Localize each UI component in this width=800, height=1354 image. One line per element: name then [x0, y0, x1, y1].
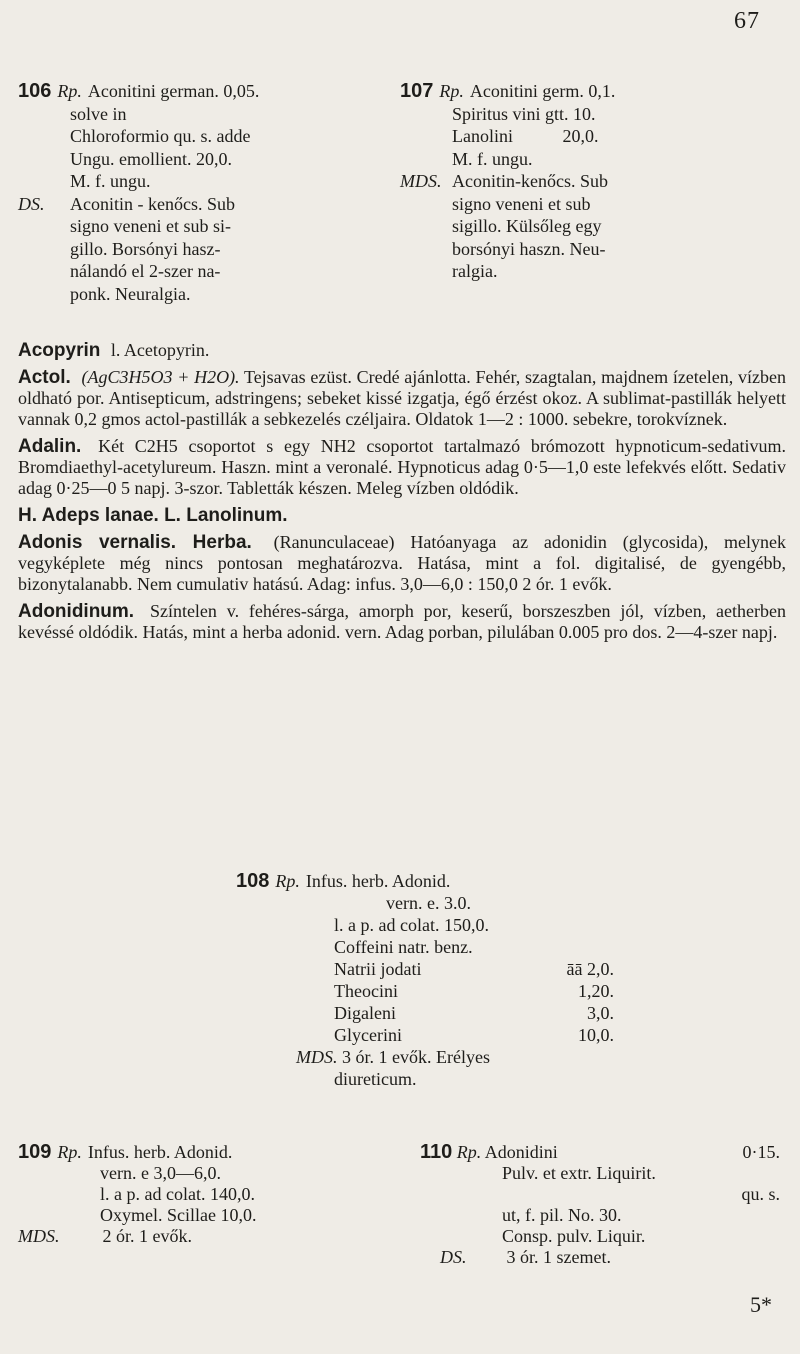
entry-heading: Adalin. — [18, 436, 82, 457]
prescription-amount: 0·15. — [742, 1142, 780, 1162]
ds-line: 2 ór. 1 evők. — [102, 1226, 192, 1246]
prescription-line: Spiritus vini gtt. 10. — [452, 103, 596, 124]
rp-label: Rp. — [57, 1142, 82, 1162]
rp-label: Rp. — [439, 81, 464, 101]
prescription-109 — [18, 1142, 378, 1247]
ds-line: ralgia. — [452, 261, 498, 281]
prescription-line: Consp. pulv. Liquir. — [502, 1226, 646, 1246]
ingredient-row: Digaleni 3,0. — [334, 1003, 614, 1023]
prescription-110 — [420, 1142, 790, 1268]
ingredient-row: Coffeini natr. benz. — [334, 937, 473, 957]
ds-label: MDS. — [296, 1047, 338, 1067]
entry-text: Két C2H5 csoportot s egy NH2 csoportot tartalmazó brómozott hypnoticum-sedativum. Bromdiaethyl-acetylureum. Haszn. mint a veronalé. Hypnoticus adag 0·5—1,0 este lefekvés előtt. Sedativ adag 0·25—0 5 napj. 3-szor. Tabletták készen. Meleg vízben oldódik. — [18, 436, 786, 498]
prescription-line: M. f. ungu. — [452, 148, 533, 169]
ds-line: diureticum. — [334, 1069, 417, 1089]
entry-acopyrin — [18, 340, 786, 361]
ds-label: DS. — [440, 1247, 467, 1267]
ds-line: 3 ór. 1 evők. Erélyes — [342, 1047, 490, 1067]
ds-line: gillo. Borsónyi hasz- — [70, 238, 221, 259]
ds-line: sigillo. Külsőleg egy — [452, 216, 602, 236]
ds-line: nálandó el 2-szer na- — [70, 261, 221, 281]
prescription-number: 106 — [18, 80, 52, 102]
prescription-108 — [236, 870, 656, 1090]
entry-heading: Actol. — [18, 367, 71, 388]
entry-text: Színtelen v. fehéres-sárga, amorph por, keserű, borszeszben jól, vízben, aetherben kevéssé oldódik. Hatás, mint a herba adonid. vern. Adag porban, pilulában 0.005 pro dos. 2—4-szer napj. — [18, 601, 786, 642]
ds-line: 3 ór. 1 szemet. — [506, 1247, 611, 1267]
rp-label: Rp. — [275, 871, 300, 891]
prescription-line: solve in — [70, 103, 127, 124]
prescription-line: Lanolini 20,0. — [452, 126, 599, 146]
ds-line: signo veneni et sub si- — [70, 216, 231, 236]
prescription-line: M. f. ungu. — [70, 171, 151, 191]
entry-heading: Acopyrin — [18, 340, 101, 361]
prescription-line: l. a p. ad colat. 150,0. — [334, 915, 489, 935]
prescription-line: l. a p. ad colat. 140,0. — [100, 1184, 255, 1204]
prescription-line: Adonidini — [484, 1142, 558, 1162]
rp-label: Rp. — [57, 81, 82, 101]
entry-actol — [18, 367, 786, 430]
entry-adeps-lanae — [18, 505, 786, 526]
entry-heading: H. Adeps lanae. L. Lanolinum. — [18, 505, 288, 526]
signature-mark: 5* — [750, 1292, 772, 1317]
dictionary-entries — [18, 340, 786, 649]
prescription-line: ut, f. pil. No. 30. — [502, 1205, 622, 1225]
prescription-line: vern. e. 3.0. — [386, 893, 471, 913]
prescription-106 — [18, 80, 378, 305]
ds-line: borsónyi haszn. Neu- — [452, 238, 606, 259]
entry-text: Tejsavas ezüst. Credé ajánlotta. Fehér, szagtalan, majdnem ízetelen, vízben oldható por. Antisepticum, adstringens; sebeket kissé izgatja, égő érzést okoz. A sublimat-pastillák helyett vannak 0,2 gmos actol-pastillák a sebkezelés czéljaira. Oldatok 1—2 : 1000. sebekre, torokvíznek. — [18, 367, 786, 429]
entry-adalin — [18, 436, 786, 499]
prescription-number: 110 — [420, 1141, 453, 1163]
ds-label: DS. — [18, 193, 45, 214]
prescription-number: 107 — [400, 80, 434, 102]
prescription-line: Pulv. et extr. Liquirit. — [502, 1163, 656, 1183]
ds-line: signo veneni et sub — [452, 193, 591, 214]
prescription-line: qu. s. — [741, 1184, 780, 1204]
entry-adonis-vernalis — [18, 532, 786, 595]
prescription-line: Infus. herb. Adonid. — [87, 1142, 233, 1162]
prescription-line: Infus. herb. Adonid. — [305, 871, 451, 891]
entry-heading: Adonis vernalis. Herba. — [18, 532, 252, 553]
entry-text: (Ranunculaceae) Hatóanyaga az adonidin (glycosida), melynek vegyképlete még nincs pontosan meghatározva. Hatása, mint a fol. digitalisé, de gyengébb, bizonytalanabb. Nem cumulativ hatású. Adag: infus. 3,0—6,0 : 150,0 2 ór. 1 evők. — [18, 532, 786, 594]
ds-line: Aconitin-kenőcs. Sub — [452, 171, 608, 191]
prescription-number: 109 — [18, 1141, 52, 1163]
ds-line: ponk. Neuralgia. — [70, 283, 191, 304]
entry-text: l. Acetopyrin. — [110, 340, 210, 360]
prescription-107 — [400, 80, 780, 283]
entry-adonidinum — [18, 601, 786, 643]
ds-label: MDS. — [18, 1226, 60, 1246]
ingredient-row: Theocini 1,20. — [334, 981, 614, 1001]
prescription-line: Aconitini germ. 0,1. — [469, 81, 616, 101]
prescription-line: vern. e 3,0—6,0. — [100, 1163, 221, 1183]
ingredient-row: Natrii jodati āā 2,0. — [334, 959, 614, 979]
ingredient-row: Glycerini 10,0. — [334, 1025, 614, 1045]
prescription-line: Ungu. emollient. 20,0. — [70, 148, 232, 169]
ds-label: MDS. — [400, 171, 442, 191]
prescription-line: Chloroformio qu. s. adde — [70, 126, 251, 146]
prescription-line: Aconitini german. 0,05. — [87, 81, 260, 101]
prescription-number: 108 — [236, 870, 270, 892]
page-number: 67 — [734, 8, 760, 34]
entry-formula: (AgC3H5O3 + H2O). — [81, 367, 240, 387]
prescription-line: Oxymel. Scillae 10,0. — [100, 1205, 257, 1225]
rp-label: Rp. — [456, 1142, 482, 1162]
ds-line: Aconitin - kenőcs. Sub — [70, 193, 235, 214]
entry-heading: Adonidinum. — [18, 601, 135, 622]
